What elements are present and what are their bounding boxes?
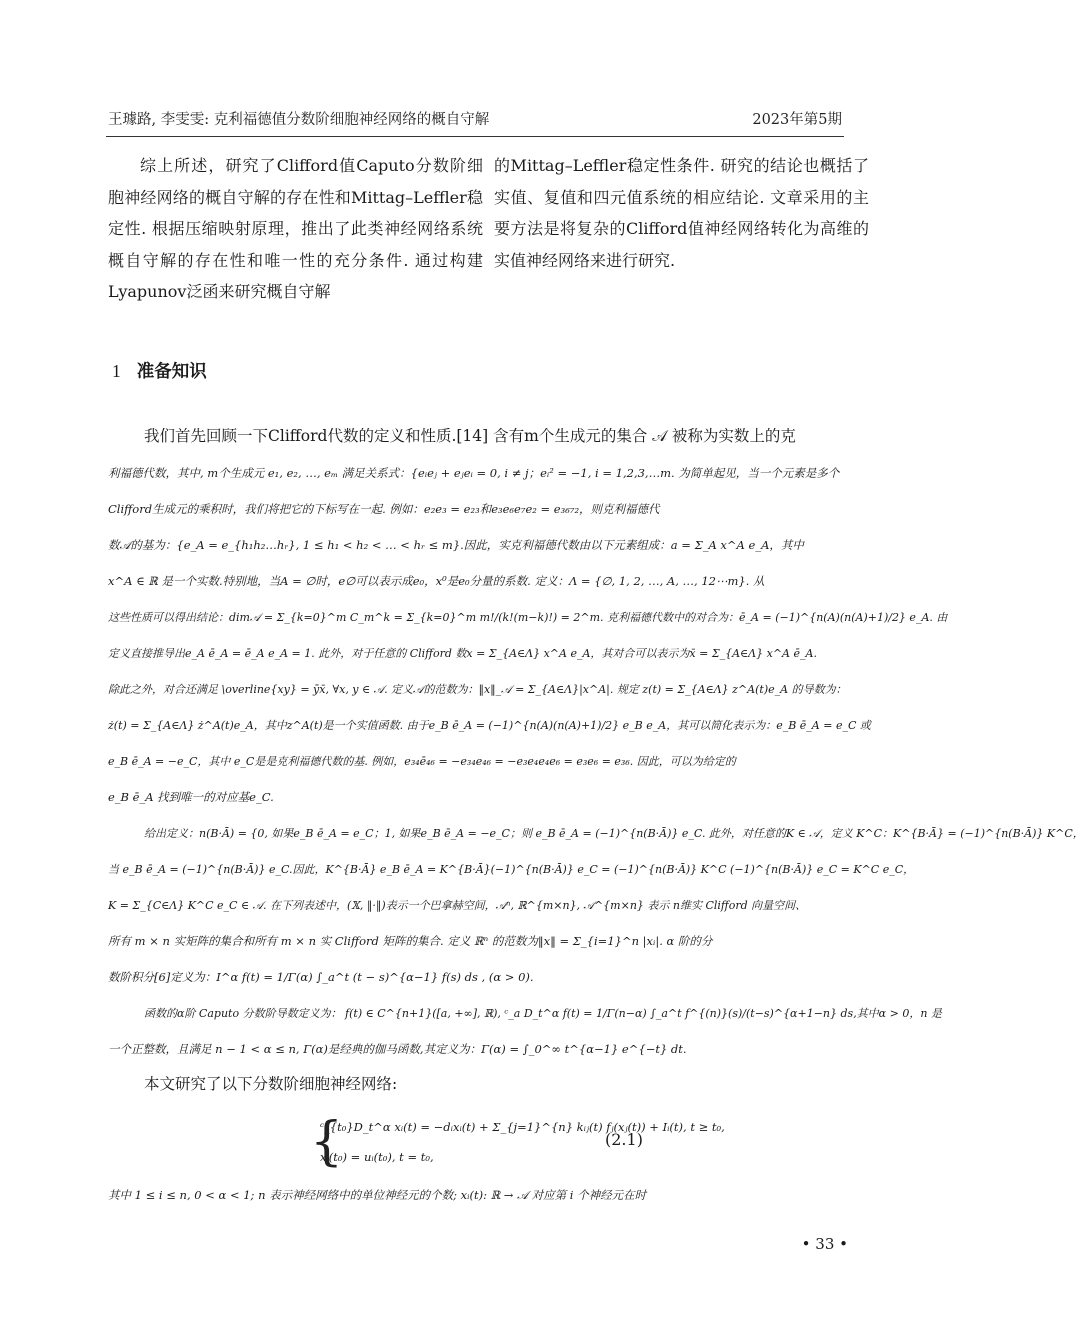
body-line (108, 994, 942, 1030)
body-line (108, 634, 838, 670)
intro-column-left (108, 150, 483, 308)
body-line (108, 778, 838, 814)
math-line: 所有 m × n 实矩阵的集合和所有 m × n 实 Clifford 矩阵的集合. 定义 ℝⁿ 的范数为‖x‖ = Σ_{i=1}^n |xᵢ|. α 阶的分 (108, 934, 713, 948)
math-line: 定义直接推导出e_A ē_A = ē_A e_A = 1. 此外，对于任意的 Clifford 数x = Σ_{A∈Λ} x^A e_A，其对合可以表示为x̄ = Σ_{A∈Λ} x^A ē_A. (108, 647, 817, 660)
intro-column-right (494, 150, 869, 276)
body-line (108, 670, 847, 706)
page-number: • 33 • (801, 1235, 848, 1253)
body-line (108, 526, 838, 562)
section-number: 1 (112, 361, 121, 381)
body-line (108, 850, 915, 886)
body-line (108, 742, 838, 778)
math-line: 函数的α阶 Caputo 分数阶导数定义为： f(t) ∈ C^{n+1}([a, +∞], ℝ), ᶜ_a D_t^α f(t) = 1/Γ(n−α) ∫_a^t f^{(n)}(s)/(t−s)^{α+1−n} ds,其中α > 0，n 是 (144, 1007, 942, 1020)
math-line: 数𝒜的基为：{e_A = e_{h₁h₂…hᵣ}, 1 ≤ h₁ < h₂ < … < hᵣ ≤ m}.因此，实克利福德代数由以下元素组成：a = Σ_A x^A e_A，其中 (108, 538, 804, 552)
body-text (108, 418, 1084, 1102)
body-line: 本文研究了以下分数阶细胞神经网络: (144, 1075, 398, 1093)
equation-brace: { (310, 1112, 344, 1172)
math-line: 这些性质可以得出结论：dim𝒜 = Σ_{k=0}^m C_m^k = Σ_{k=0}^m m!/(k!(m−k)!) = 2^m. 克利福德代数中的对合为：ē_A = (−1)^{n(A)(n(A)+1)/2} e_A. 由 (108, 611, 948, 624)
math-line: K = Σ_{C∈Λ} K^C e_C ∈ 𝒜. 在下列表述中，(𝕏, ‖·‖)表示一个巴拿赫空间，𝒜ⁿ, ℝ^{m×n}, 𝒜^{m×n} 表示 n维实 Clifford 向量空间、 (108, 899, 807, 912)
body-line (108, 886, 838, 922)
equation-number: (2.1) (605, 1130, 643, 1149)
body-line (108, 814, 1084, 850)
math-line: 其中 1 ≤ i ≤ n, 0 < α < 1; n 表示神经网络中的单位神经元的个数; xᵢ(t): ℝ → 𝒜 对应第 i 个神经元在时 (108, 1188, 647, 1202)
body-line (108, 454, 838, 490)
math-line: Clifford生成元的乘积时，我们将把它的下标写在一起. 例如：e₂e₃ = e₂₃和e₃e₆e₇e₂ = e₃₆₇₂，则克利福德代 (108, 502, 660, 516)
body-line (108, 598, 948, 634)
running-header-issue: 2023年第5期 (752, 112, 842, 128)
intro-paragraph-left: 综上所述，研究了Clifford值Caputo分数阶细胞神经网络的概自守解的存在性和Mittag–Leffler稳定性. 根据压缩映射原理，推出了此类神经网络系统概自守解的存在性和唯一性的充分条件. 通过构建Lyapunov泛函来研究概自守解 (108, 156, 483, 301)
equation-line-2: xᵢ(t₀) = uᵢ(t₀), t = t₀, (320, 1150, 434, 1164)
math-line: e_B ē_A = −e_C，其中 e_C是是克利福德代数的基. 例如，e₃₄ē₄₆ = −e₃₄e₄₆ = −e₃e₄e₄e₆ = e₃e₆ = e₃₆. 因此，可以为给定的 (108, 755, 736, 768)
section-title: 准备知识 (136, 362, 207, 382)
body-line: 我们首先回顾一下Clifford代数的定义和性质.[14] 含有m个生成元的集合 𝒜 被称为实数上的克 (144, 427, 796, 445)
math-line: 一个正整数，且满足 n − 1 < α ≤ n, Γ(α)是经典的伽马函数,其定义为：Γ(α) = ∫_0^∞ t^{α−1} e^{−t} dt. (108, 1042, 687, 1056)
body-line (108, 562, 838, 598)
body-line (108, 490, 838, 526)
running-header-title: 王璩路, 李雯雯: 克利福德值分数阶细胞神经网络的概自守解 (108, 112, 490, 128)
body-line (108, 706, 871, 742)
math-line: 利福德代数，其中, m个生成元 e₁, e₂, …, eₘ 满足关系式：{eᵢeⱼ + eⱼeᵢ = 0, i ≠ j；eᵢ² = −1, i = 1,2,3,…m. 为简单起见，当一个元素是多个 (108, 466, 840, 480)
math-line: 给出定义：n(B·Ā) = {0, 如果e_B ē_A = e_C；1, 如果e_B ē_A = −e_C；则 e_B ē_A = (−1)^{n(B·Ā)} e_C. 此外，对任意的K ∈ 𝒜，定义 K^C：K^{B·Ā} = (−1)^{n(B·Ā)} K^C， (144, 827, 1084, 840)
intro-paragraph-right: 的Mittag–Leffler稳定性条件. 研究的结论也概括了实值、复值和四元值系统的相应结论. 文章采用的主要方法是将复杂的Clifford值神经网络转化为高维的实值神经网络来进行研究. (494, 156, 869, 270)
math-line: 数阶积分[6]定义为：I^α f(t) = 1/Γ(α) ∫_a^t (t − s)^{α−1} f(s) ds , (α > 0). (108, 970, 534, 984)
equation-2-1 (310, 1112, 725, 1172)
section-heading (112, 358, 207, 383)
body-line (108, 1030, 838, 1066)
final-body-line (108, 1185, 646, 1203)
body-line (108, 922, 838, 958)
math-line: ż(t) = Σ_{A∈Λ} ż^A(t)e_A，其中z^A(t)是一个实值函数. 由于e_B ē_A = (−1)^{n(A)(n(A)+1)/2} e_B e_A，其可以简化表示为：e_B ē_A = e_C 或 (108, 719, 871, 732)
math-line: 当 e_B ē_A = (−1)^{n(B·Ā)} e_C.因此，K^{B·Ā} e_B ē_A = K^{B·Ā}(−1)^{n(B·Ā)} e_C = (−1)^{n(B·Ā)} K^C (−1)^{n(B·Ā)} e_C = K^C e_C， (108, 863, 915, 876)
body-line (108, 958, 838, 994)
equation-line-1: ᶜ_{t₀}D_t^α xᵢ(t) = −dᵢxᵢ(t) + Σ_{j=1}^{n} kᵢⱼ(t) fⱼ(xⱼ(t)) + Iᵢ(t), t ≥ t₀, (320, 1120, 725, 1134)
math-line: x^A ∈ ℝ 是一个实数.特别地，当A = ∅时，e∅可以表示成e₀，x⁰是e₀分量的系数. 定义：Λ = {∅, 1, 2, …, A, …, 12⋯m}. 从 (108, 574, 765, 588)
math-line: e_B ē_A 找到唯一的对应基e_C. (108, 790, 274, 804)
math-line: 除此之外，对合还满足 \overline{xy} = ȳx̄, ∀x, y ∈ 𝒜. 定义𝒜的范数为：‖x‖_𝒜 = Σ_{A∈Λ}|x^A|. 规定 z(t) = Σ_{A∈Λ} z^A(t)e_A 的导数为： (108, 683, 847, 696)
header-rule (106, 136, 844, 137)
